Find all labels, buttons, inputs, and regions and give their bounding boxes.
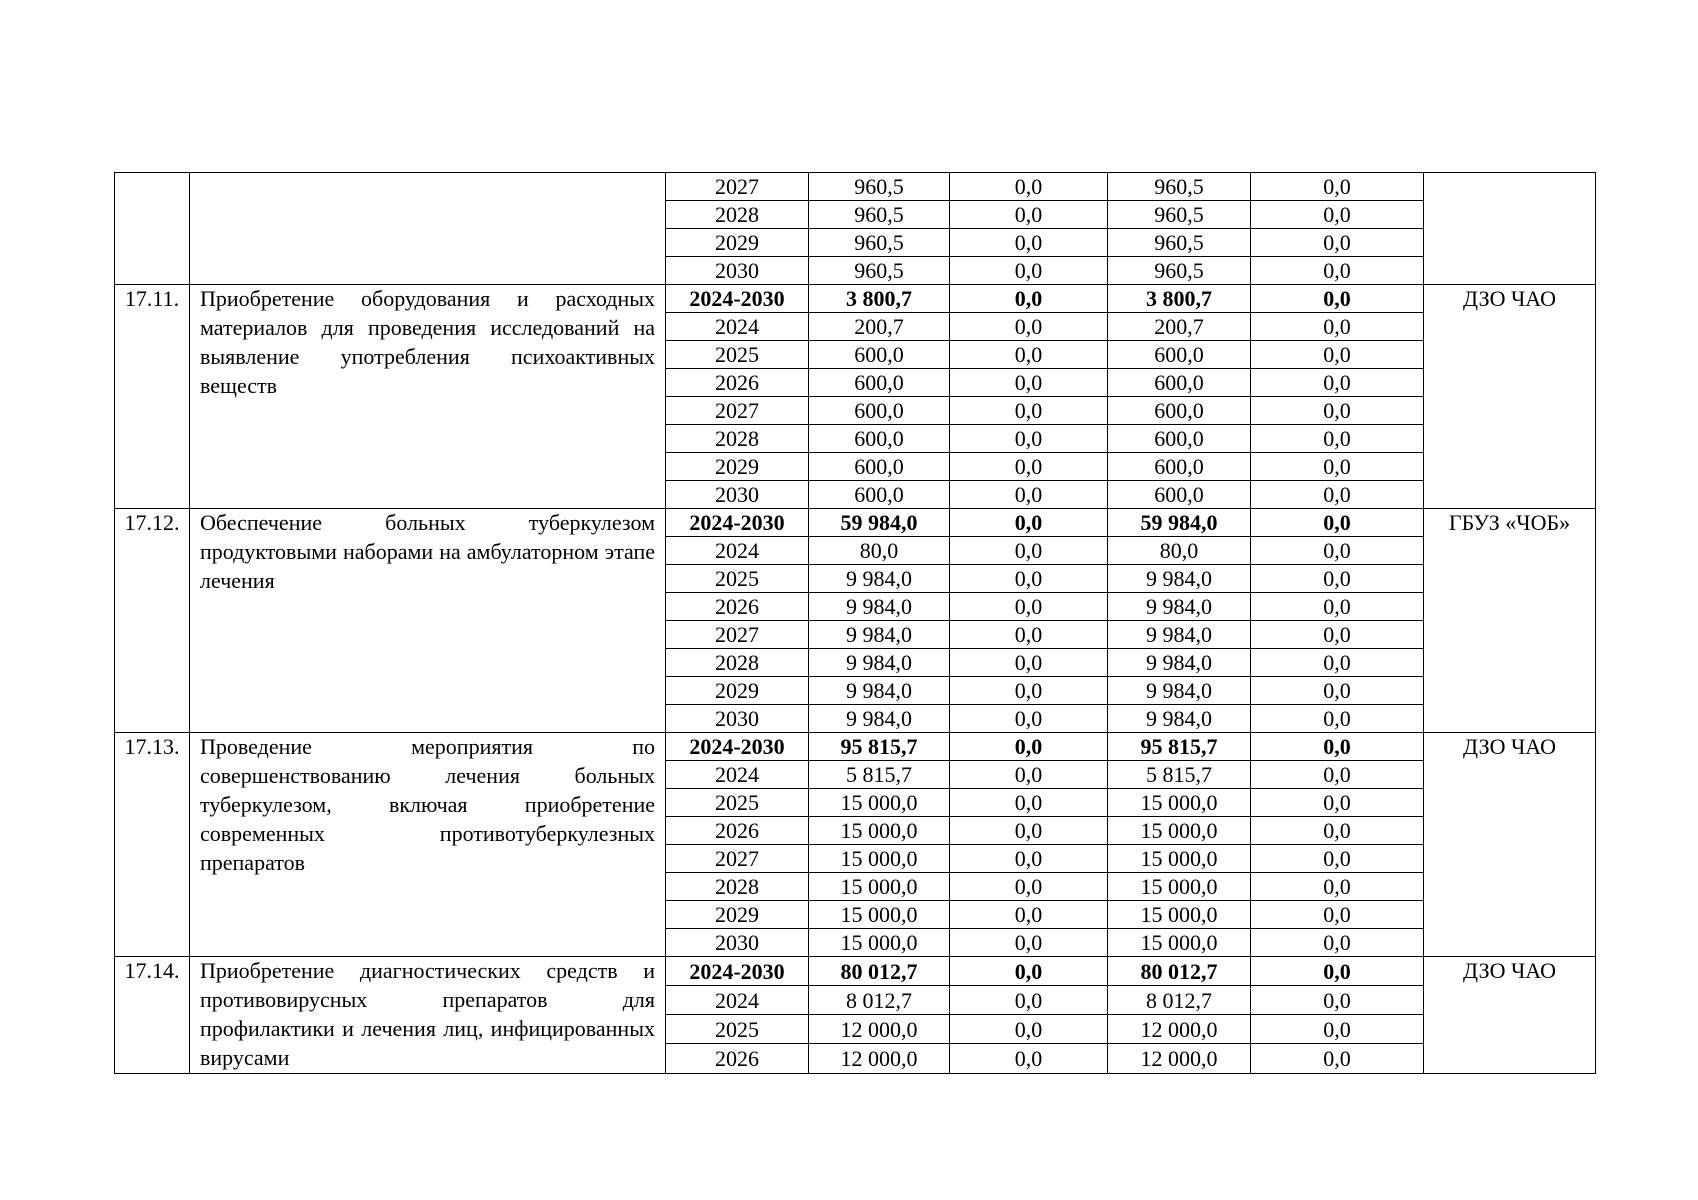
other-sources-cell: 0,0 — [1251, 1015, 1424, 1044]
other-sources-cell: 0,0 — [1251, 957, 1424, 986]
okrug-budget-cell: 15 000,0 — [1108, 929, 1251, 957]
year-cell: 2028 — [666, 873, 809, 901]
okrug-budget-cell: 960,5 — [1108, 229, 1251, 257]
table-body — [115, 173, 1596, 1074]
federal-budget-cell: 0,0 — [950, 453, 1108, 481]
okrug-budget-cell: 9 984,0 — [1108, 705, 1251, 733]
other-sources-cell: 0,0 — [1251, 257, 1424, 285]
total-amount-cell: 59 984,0 — [809, 509, 950, 537]
federal-budget-cell: 0,0 — [950, 341, 1108, 369]
total-amount-cell: 15 000,0 — [809, 817, 950, 845]
okrug-budget-cell: 600,0 — [1108, 453, 1251, 481]
okrug-budget-cell: 15 000,0 — [1108, 901, 1251, 929]
other-sources-cell: 0,0 — [1251, 929, 1424, 957]
year-cell: 2025 — [666, 565, 809, 593]
other-sources-cell: 0,0 — [1251, 817, 1424, 845]
other-sources-cell: 0,0 — [1251, 845, 1424, 873]
year-cell: 2029 — [666, 453, 809, 481]
federal-budget-cell: 0,0 — [950, 901, 1108, 929]
other-sources-cell: 0,0 — [1251, 705, 1424, 733]
other-sources-cell: 0,0 — [1251, 986, 1424, 1015]
year-cell: 2027 — [666, 845, 809, 873]
other-sources-cell: 0,0 — [1251, 229, 1424, 257]
table-row — [115, 509, 1596, 537]
year-cell: 2025 — [666, 341, 809, 369]
federal-budget-cell: 0,0 — [950, 257, 1108, 285]
year-cell: 2024 — [666, 761, 809, 789]
okrug-budget-cell: 59 984,0 — [1108, 509, 1251, 537]
total-amount-cell: 9 984,0 — [809, 705, 950, 733]
table-row — [115, 733, 1596, 761]
federal-budget-cell: 0,0 — [950, 873, 1108, 901]
year-cell: 2025 — [666, 1015, 809, 1044]
okrug-budget-cell: 15 000,0 — [1108, 845, 1251, 873]
okrug-budget-cell: 8 012,7 — [1108, 986, 1251, 1015]
total-amount-cell: 960,5 — [809, 201, 950, 229]
total-amount-cell: 9 984,0 — [809, 677, 950, 705]
okrug-budget-cell: 960,5 — [1108, 201, 1251, 229]
federal-budget-cell: 0,0 — [950, 929, 1108, 957]
total-amount-cell: 960,5 — [809, 257, 950, 285]
year-cell: 2025 — [666, 789, 809, 817]
table-row — [115, 173, 1596, 201]
other-sources-cell: 0,0 — [1251, 285, 1424, 313]
total-amount-cell: 960,5 — [809, 173, 950, 201]
total-amount-cell: 9 984,0 — [809, 565, 950, 593]
year-cell: 2029 — [666, 677, 809, 705]
okrug-budget-cell: 15 000,0 — [1108, 789, 1251, 817]
okrug-budget-cell: 9 984,0 — [1108, 677, 1251, 705]
year-cell: 2027 — [666, 173, 809, 201]
okrug-budget-cell: 9 984,0 — [1108, 649, 1251, 677]
okrug-budget-cell: 600,0 — [1108, 425, 1251, 453]
federal-budget-cell: 0,0 — [950, 957, 1108, 986]
okrug-budget-cell: 12 000,0 — [1108, 1015, 1251, 1044]
other-sources-cell: 0,0 — [1251, 313, 1424, 341]
table-row — [115, 285, 1596, 313]
okrug-budget-cell: 9 984,0 — [1108, 593, 1251, 621]
year-cell: 2024 — [666, 986, 809, 1015]
year-cell: 2024 — [666, 537, 809, 565]
year-cell: 2028 — [666, 425, 809, 453]
federal-budget-cell: 0,0 — [950, 229, 1108, 257]
federal-budget-cell: 0,0 — [950, 285, 1108, 313]
year-cell: 2024-2030 — [666, 733, 809, 761]
federal-budget-cell: 0,0 — [950, 201, 1108, 229]
other-sources-cell: 0,0 — [1251, 565, 1424, 593]
item-number: 17.13. — [115, 733, 190, 957]
total-amount-cell: 80 012,7 — [809, 957, 950, 986]
federal-budget-cell: 0,0 — [950, 789, 1108, 817]
item-name — [190, 173, 666, 285]
total-amount-cell: 80,0 — [809, 537, 950, 565]
other-sources-cell: 0,0 — [1251, 201, 1424, 229]
total-amount-cell: 600,0 — [809, 453, 950, 481]
okrug-budget-cell: 3 800,7 — [1108, 285, 1251, 313]
okrug-budget-cell: 960,5 — [1108, 257, 1251, 285]
okrug-budget-cell: 600,0 — [1108, 397, 1251, 425]
federal-budget-cell: 0,0 — [950, 509, 1108, 537]
total-amount-cell: 12 000,0 — [809, 1015, 950, 1044]
total-amount-cell: 15 000,0 — [809, 901, 950, 929]
year-cell: 2024-2030 — [666, 509, 809, 537]
federal-budget-cell: 0,0 — [950, 173, 1108, 201]
total-amount-cell: 3 800,7 — [809, 285, 950, 313]
year-cell: 2030 — [666, 481, 809, 509]
federal-budget-cell: 0,0 — [950, 313, 1108, 341]
okrug-budget-cell: 80,0 — [1108, 537, 1251, 565]
total-amount-cell: 12 000,0 — [809, 1044, 950, 1073]
other-sources-cell: 0,0 — [1251, 397, 1424, 425]
federal-budget-cell: 0,0 — [950, 649, 1108, 677]
federal-budget-cell: 0,0 — [950, 733, 1108, 761]
other-sources-cell: 0,0 — [1251, 425, 1424, 453]
other-sources-cell: 0,0 — [1251, 593, 1424, 621]
other-sources-cell: 0,0 — [1251, 369, 1424, 397]
other-sources-cell: 0,0 — [1251, 761, 1424, 789]
federal-budget-cell: 0,0 — [950, 397, 1108, 425]
table-row — [115, 957, 1596, 986]
other-sources-cell: 0,0 — [1251, 733, 1424, 761]
other-sources-cell: 0,0 — [1251, 173, 1424, 201]
okrug-budget-cell: 9 984,0 — [1108, 621, 1251, 649]
federal-budget-cell: 0,0 — [950, 425, 1108, 453]
total-amount-cell: 200,7 — [809, 313, 950, 341]
year-cell: 2029 — [666, 229, 809, 257]
year-cell: 2029 — [666, 901, 809, 929]
year-cell: 2028 — [666, 649, 809, 677]
year-cell: 2024-2030 — [666, 957, 809, 986]
other-sources-cell: 0,0 — [1251, 789, 1424, 817]
okrug-budget-cell: 5 815,7 — [1108, 761, 1251, 789]
executor-cell: ДЗО ЧАО — [1424, 957, 1596, 1074]
federal-budget-cell: 0,0 — [950, 986, 1108, 1015]
item-number: 17.12. — [115, 509, 190, 733]
okrug-budget-cell: 600,0 — [1108, 341, 1251, 369]
year-cell: 2030 — [666, 929, 809, 957]
total-amount-cell: 95 815,7 — [809, 733, 950, 761]
year-cell: 2024 — [666, 313, 809, 341]
other-sources-cell: 0,0 — [1251, 453, 1424, 481]
federal-budget-cell: 0,0 — [950, 593, 1108, 621]
okrug-budget-cell: 80 012,7 — [1108, 957, 1251, 986]
federal-budget-cell: 0,0 — [950, 369, 1108, 397]
year-cell: 2026 — [666, 369, 809, 397]
financing-table — [114, 172, 1596, 1074]
total-amount-cell: 15 000,0 — [809, 929, 950, 957]
okrug-budget-cell: 12 000,0 — [1108, 1044, 1251, 1073]
total-amount-cell: 9 984,0 — [809, 649, 950, 677]
executor-cell — [1424, 173, 1596, 285]
item-number: 17.11. — [115, 285, 190, 509]
total-amount-cell: 600,0 — [809, 481, 950, 509]
year-cell: 2024-2030 — [666, 285, 809, 313]
total-amount-cell: 5 815,7 — [809, 761, 950, 789]
federal-budget-cell: 0,0 — [950, 705, 1108, 733]
okrug-budget-cell: 95 815,7 — [1108, 733, 1251, 761]
other-sources-cell: 0,0 — [1251, 341, 1424, 369]
okrug-budget-cell: 9 984,0 — [1108, 565, 1251, 593]
other-sources-cell: 0,0 — [1251, 649, 1424, 677]
okrug-budget-cell: 600,0 — [1108, 369, 1251, 397]
year-cell: 2027 — [666, 621, 809, 649]
total-amount-cell: 600,0 — [809, 397, 950, 425]
federal-budget-cell: 0,0 — [950, 565, 1108, 593]
total-amount-cell: 15 000,0 — [809, 789, 950, 817]
total-amount-cell: 9 984,0 — [809, 593, 950, 621]
total-amount-cell: 960,5 — [809, 229, 950, 257]
total-amount-cell: 15 000,0 — [809, 845, 950, 873]
total-amount-cell: 9 984,0 — [809, 621, 950, 649]
year-cell: 2026 — [666, 593, 809, 621]
other-sources-cell: 0,0 — [1251, 1044, 1424, 1073]
federal-budget-cell: 0,0 — [950, 621, 1108, 649]
federal-budget-cell: 0,0 — [950, 537, 1108, 565]
total-amount-cell: 15 000,0 — [809, 873, 950, 901]
okrug-budget-cell: 15 000,0 — [1108, 817, 1251, 845]
other-sources-cell: 0,0 — [1251, 537, 1424, 565]
federal-budget-cell: 0,0 — [950, 677, 1108, 705]
okrug-budget-cell: 15 000,0 — [1108, 873, 1251, 901]
executor-cell: ДЗО ЧАО — [1424, 285, 1596, 509]
other-sources-cell: 0,0 — [1251, 873, 1424, 901]
item-number — [115, 173, 190, 285]
year-cell: 2028 — [666, 201, 809, 229]
total-amount-cell: 8 012,7 — [809, 986, 950, 1015]
item-name: Приобретение диагностических средств и противовирусных препаратов для профилактики и лечения лиц, инфицированных вирусами — [190, 957, 666, 1074]
total-amount-cell: 600,0 — [809, 341, 950, 369]
federal-budget-cell: 0,0 — [950, 481, 1108, 509]
other-sources-cell: 0,0 — [1251, 621, 1424, 649]
okrug-budget-cell: 600,0 — [1108, 481, 1251, 509]
total-amount-cell: 600,0 — [809, 369, 950, 397]
item-name: Приобретение оборудования и расходных материалов для проведения исследований на выявление употребления психоактивных веществ — [190, 285, 666, 509]
other-sources-cell: 0,0 — [1251, 677, 1424, 705]
federal-budget-cell: 0,0 — [950, 817, 1108, 845]
executor-cell: ДЗО ЧАО — [1424, 733, 1596, 957]
year-cell: 2026 — [666, 1044, 809, 1073]
federal-budget-cell: 0,0 — [950, 761, 1108, 789]
other-sources-cell: 0,0 — [1251, 509, 1424, 537]
year-cell: 2030 — [666, 257, 809, 285]
okrug-budget-cell: 960,5 — [1108, 173, 1251, 201]
item-name: Обеспечение больных туберкулезом продуктовыми наборами на амбулаторном этапе лечения — [190, 509, 666, 733]
other-sources-cell: 0,0 — [1251, 481, 1424, 509]
other-sources-cell: 0,0 — [1251, 901, 1424, 929]
executor-cell: ГБУЗ «ЧОБ» — [1424, 509, 1596, 733]
federal-budget-cell: 0,0 — [950, 845, 1108, 873]
year-cell: 2026 — [666, 817, 809, 845]
year-cell: 2027 — [666, 397, 809, 425]
total-amount-cell: 600,0 — [809, 425, 950, 453]
item-name: Проведение мероприятия по совершенствованию лечения больных туберкулезом, включая приобретение современных противотуберкулезных препаратов — [190, 733, 666, 957]
federal-budget-cell: 0,0 — [950, 1044, 1108, 1073]
item-number: 17.14. — [115, 957, 190, 1074]
year-cell: 2030 — [666, 705, 809, 733]
okrug-budget-cell: 200,7 — [1108, 313, 1251, 341]
federal-budget-cell: 0,0 — [950, 1015, 1108, 1044]
